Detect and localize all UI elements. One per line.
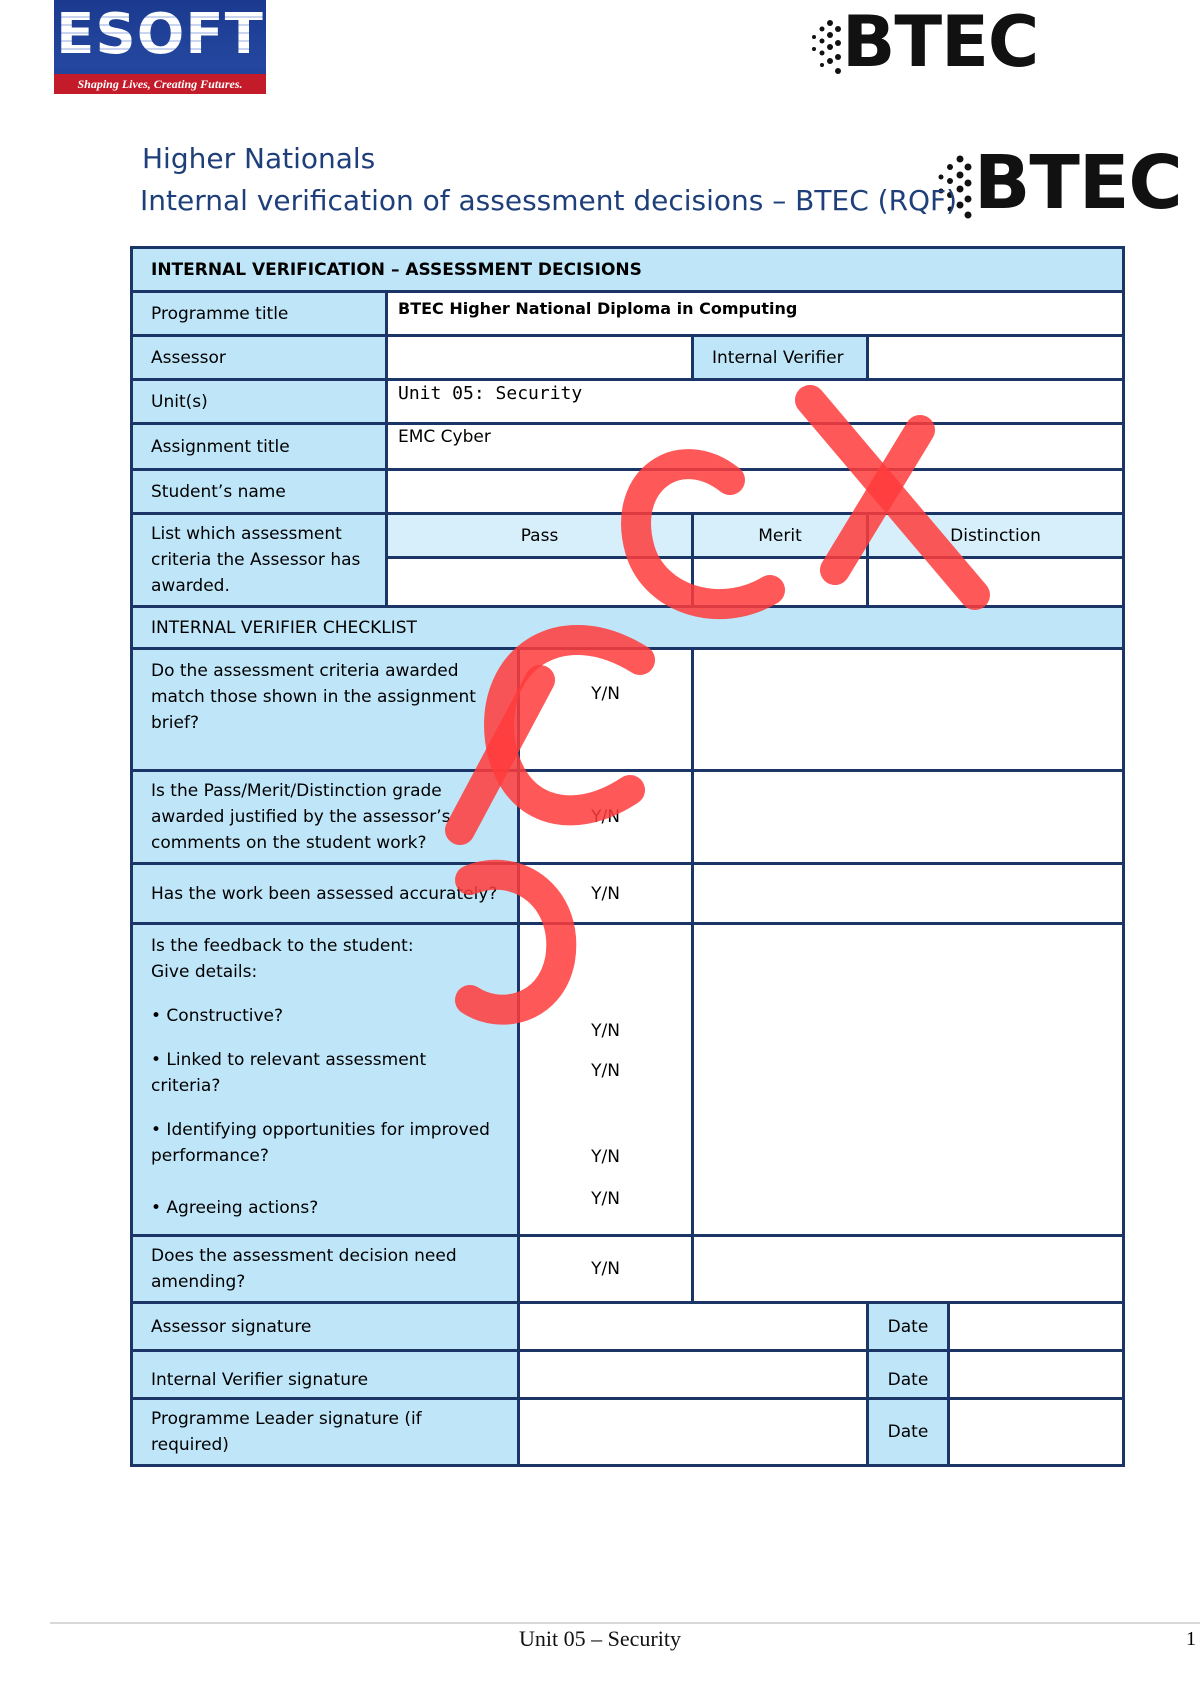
checklist-row-3 [132, 864, 1124, 924]
assessor-date-label: Date [868, 1303, 949, 1351]
feedback-bullet-actions: • Agreeing actions? [151, 1198, 319, 1218]
yn-opportunities[interactable]: Y/N [591, 1147, 620, 1167]
checklist-row-2 [132, 771, 1124, 864]
verification-table [130, 246, 1125, 1467]
btec-dots-icon [808, 19, 842, 75]
question-grade-justified: Is the Pass/Merit/Distinction grade awarded justified by the assessor’s comments on the student work? [132, 771, 519, 864]
iv-date-field[interactable] [949, 1351, 1124, 1399]
pl-signature-row [132, 1399, 1124, 1466]
question-feedback-give: Give details: [151, 962, 258, 982]
esoft-logo [54, 0, 266, 94]
distinction-field[interactable] [868, 558, 1124, 607]
merit-field[interactable] [693, 558, 868, 607]
iv-date-label: Date [868, 1351, 949, 1399]
question-decision-amend: Does the assessment decision need amending? [132, 1236, 519, 1303]
pl-signature-label: Programme Leader signature (if required) [132, 1399, 519, 1466]
btec-logo-top [808, 0, 1038, 84]
comment-grade-justified[interactable] [693, 771, 1124, 864]
btec-logo-header [934, 138, 1182, 228]
assessor-label: Assessor [132, 336, 387, 380]
feedback-bullet-linked: • Linked to relevant assessment criteria? [151, 1050, 427, 1096]
criteria-label: List which assessment criteria the Assessor has awarded. [132, 514, 387, 607]
pl-date-label: Date [868, 1399, 949, 1466]
assessor-signature-label: Assessor signature [132, 1303, 519, 1351]
programme-row [132, 292, 1124, 336]
units-field[interactable]: Unit 05: Security [387, 380, 1124, 424]
distinction-label: Distinction [868, 514, 1124, 558]
btec-logo-header-word: BTEC [974, 140, 1182, 226]
feedback-bullet-opportunities: • Identifying opportunities for improved performance? [151, 1120, 490, 1166]
esoft-logo-tagline: Shaping Lives, Creating Futures. [54, 74, 266, 94]
page-title: Higher Nationals [142, 142, 376, 175]
yn-grade-justified[interactable]: Y/N [519, 771, 693, 864]
page-subtitle: Internal verification of assessment decisions – BTEC (RQF) [140, 184, 958, 217]
assignment-title-field[interactable]: EMC Cyber [387, 424, 1124, 470]
iv-signature-row [132, 1351, 1124, 1399]
yn-constructive[interactable]: Y/N [591, 1021, 620, 1041]
programme-title-label: Programme title [132, 292, 387, 336]
student-row [132, 470, 1124, 514]
comment-criteria-match[interactable] [693, 649, 1124, 771]
assessor-signature-row [132, 1303, 1124, 1351]
comment-feedback[interactable] [693, 924, 1124, 1236]
pass-field[interactable] [387, 558, 693, 607]
checklist-header-row [132, 607, 1124, 649]
assessor-date-field[interactable] [949, 1303, 1124, 1351]
comment-decision-amend[interactable] [693, 1236, 1124, 1303]
merit-label: Merit [693, 514, 868, 558]
units-label: Unit(s) [132, 380, 387, 424]
feedback-bullet-constructive: • Constructive? [151, 1006, 284, 1026]
yn-decision-amend[interactable]: Y/N [519, 1236, 693, 1303]
iv-signature-label: Internal Verifier signature [132, 1351, 519, 1399]
assignment-row [132, 424, 1124, 470]
student-name-field[interactable] [387, 470, 1124, 514]
pass-label: Pass [387, 514, 693, 558]
checklist-row-5 [132, 1236, 1124, 1303]
question-assessed-accurately: Has the work been assessed accurately? [132, 864, 519, 924]
internal-verifier-field[interactable] [868, 336, 1124, 380]
yn-assessed-accurately[interactable]: Y/N [519, 864, 693, 924]
btec-logo-top-word: BTEC [842, 1, 1039, 83]
pl-date-field[interactable] [949, 1399, 1124, 1466]
verification-form [130, 246, 1122, 1467]
pl-signature-field[interactable] [519, 1399, 868, 1466]
criteria-header-row [132, 514, 1124, 558]
checklist-row-4 [132, 924, 1124, 1236]
assessor-row [132, 336, 1124, 380]
yn-actions[interactable]: Y/N [591, 1189, 620, 1209]
footer-text: Unit 05 – Security [519, 1626, 681, 1651]
question-feedback-intro: Is the feedback to the student: [151, 936, 414, 956]
section-title-checklist: INTERNAL VERIFIER CHECKLIST [132, 607, 1124, 649]
question-feedback [132, 924, 519, 1236]
comment-assessed-accurately[interactable] [693, 864, 1124, 924]
footer-divider [50, 1622, 1200, 1624]
assessor-field[interactable] [387, 336, 693, 380]
assessor-signature-field[interactable] [519, 1303, 868, 1351]
checklist-row-1 [132, 649, 1124, 771]
question-criteria-match: Do the assessment criteria awarded match those shown in the assignment brief? [132, 649, 519, 771]
units-row [132, 380, 1124, 424]
yn-feedback-group [519, 924, 693, 1236]
esoft-logo-word: ESOFT [54, 2, 266, 67]
programme-title-field[interactable]: BTEC Higher National Diploma in Computing [387, 292, 1124, 336]
yn-linked[interactable]: Y/N [591, 1061, 620, 1081]
student-name-label: Student’s name [132, 470, 387, 514]
section-title-assessment: INTERNAL VERIFICATION – ASSESSMENT DECISIONS [132, 248, 1124, 292]
section-header-row [132, 248, 1124, 292]
internal-verifier-label: Internal Verifier [693, 336, 868, 380]
page-number: 1 [1186, 1628, 1196, 1650]
assignment-title-label: Assignment title [132, 424, 387, 470]
iv-signature-field[interactable] [519, 1351, 868, 1399]
yn-criteria-match[interactable]: Y/N [519, 649, 693, 771]
